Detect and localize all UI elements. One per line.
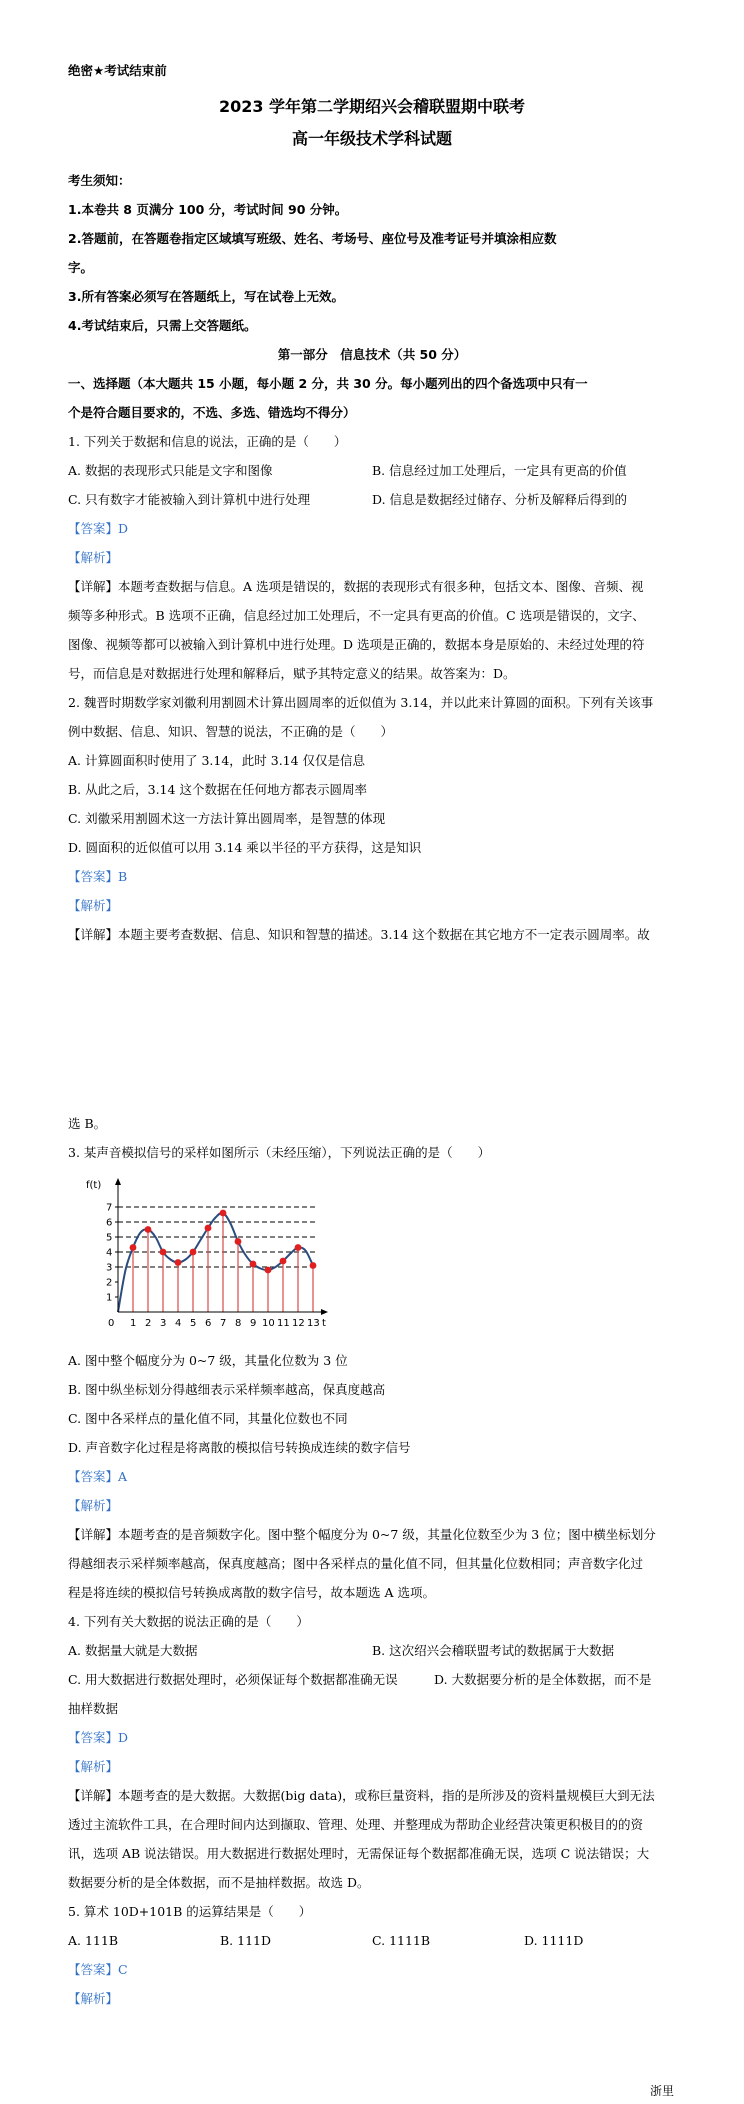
q2-analysis: 【解析】: [68, 898, 119, 913]
notice-item-4: 4.考试结束后，只需上交答题纸。: [68, 318, 257, 333]
q1-option-b: B. 信息经过加工处理后，一定具有更高的价值: [372, 463, 627, 478]
q2-detail-1: 【详解】本题主要考查数据、信息、知识和智慧的描述。3.14 这个数据在其它地方不一定表示圆周率。故: [68, 927, 650, 942]
q2-stem-cont: 例中数据、信息、知识、智慧的说法，不正确的是（ ）: [68, 724, 394, 739]
secret-label: 绝密★考试结束前: [68, 63, 167, 78]
q3-option-a: A. 图中整个幅度分为 0~7 级，其量化位数为 3 位: [68, 1353, 348, 1368]
q4-stem: 4. 下列有关大数据的说法正确的是（ ）: [68, 1614, 309, 1629]
q5-answer: 【答案】C: [68, 1962, 128, 1977]
q2-option-d: D. 圆面积的近似值可以用 3.14 乘以半径的平方获得，这是知识: [68, 840, 422, 855]
q2-option-a: A. 计算圆面积时使用了 3.14，此时 3.14 仅仅是信息: [68, 753, 366, 768]
x-tick-label-4: 4: [175, 1318, 182, 1329]
q2-detail-2: 选 B。: [68, 1116, 107, 1131]
x-tick-label-9: 9: [250, 1318, 257, 1329]
q5-analysis: 【解析】: [68, 1991, 119, 2006]
sample-point-3: [160, 1249, 167, 1256]
q3-stem: 3. 某声音模拟信号的采样如图所示（未经压缩），下列说法正确的是（ ）: [68, 1145, 491, 1160]
section-title-cont: 个是符合题目要求的，不选、多选、错选均不得分）: [68, 405, 356, 420]
q1-option-c: C. 只有数字才能被输入到计算机中进行处理: [68, 492, 311, 507]
q3-option-c: C. 图中各采样点的量化值不同，其量化位数也不同: [68, 1411, 348, 1426]
x-tick-label-6: 6: [205, 1318, 212, 1329]
q5-option-d: D. 1111D: [524, 1933, 584, 1948]
exam-subtitle: 高一年级技术学科试题: [291, 129, 452, 148]
y-axis-label: f(t): [86, 1180, 102, 1191]
x-tick-label-3: 3: [160, 1318, 167, 1329]
exam-title: 2023 学年第二学期绍兴会稽联盟期中联考: [218, 97, 526, 116]
q2-option-c: C. 刘徽采用割圆术这一方法计算出圆周率，是智慧的体现: [68, 811, 386, 826]
q3-detail-2: 得越细表示采样频率越高，保真度越高；图中各采样点的量化值不同，但其量化位数相同；声音数字化过: [68, 1556, 644, 1571]
x-tick-label-8: 8: [235, 1318, 242, 1329]
q3-answer: 【答案】A: [68, 1469, 128, 1484]
x-axis-arrow-icon: [321, 1309, 328, 1315]
sample-point-10: [265, 1267, 272, 1274]
x-axis-label: t: [322, 1318, 326, 1329]
q3-option-d: D. 声音数字化过程是将离散的模拟信号转换成连续的数字信号: [68, 1440, 411, 1455]
x-tick-label-5: 5: [190, 1318, 197, 1329]
q1-answer: 【答案】D: [68, 521, 129, 536]
sample-point-12: [295, 1244, 302, 1251]
sample-point-13: [310, 1262, 317, 1269]
x-tick-label-1: 1: [130, 1318, 137, 1329]
x-tick-label-7: 7: [220, 1318, 227, 1329]
x-tick-label-10: 10: [262, 1318, 275, 1329]
q3-analysis: 【解析】: [68, 1498, 119, 1513]
q1-analysis: 【解析】: [68, 550, 119, 565]
sample-point-4: [175, 1259, 182, 1266]
footer-corner-text: 浙里: [650, 2084, 675, 2098]
q1-option-d: D. 信息是数据经过储存、分析及解释后得到的: [372, 492, 628, 507]
x-tick-label-2: 2: [145, 1318, 152, 1329]
q1-detail-3: 图像、视频等都可以被输入到计算机中进行处理。D 选项是正确的，数据本身是原始的、未经过处理的符: [68, 637, 645, 652]
q1-detail-1: 【详解】本题考查数据与信息。A 选项是错误的，数据的表现形式有很多种，包括文本、图像、音频、视: [68, 579, 644, 594]
q4-option-c: C. 用大数据进行数据处理时，必须保证每个数据都准确无误: [68, 1672, 398, 1687]
q2-option-b: B. 从此之后，3.14 这个数据在任何地方都表示圆周率: [68, 782, 367, 797]
y-tick-label-5: 5: [106, 1232, 113, 1244]
x-tick-label-13: 13: [307, 1318, 320, 1329]
q2-stem: 2. 魏晋时期数学家刘徽利用割圆术计算出圆周率的近似值为 3.14，并以此来计算圆的面积。下列有关该事: [68, 695, 654, 710]
q4-analysis: 【解析】: [68, 1759, 119, 1774]
y-tick-label-4: 4: [106, 1247, 113, 1259]
q4-detail-2: 透过主流软件工具，在合理时间内达到撷取、管理、处理、并整理成为帮助企业经营决策更积极目的的资: [68, 1817, 644, 1832]
origin-label: 0: [108, 1318, 115, 1329]
q1-detail-2: 频等多种形式。B 选项不正确，信息经过加工处理后，不一定具有更高的价值。C 选项是错误的，文字、: [68, 608, 645, 623]
y-tick-label-3: 3: [106, 1262, 113, 1274]
sample-point-2: [145, 1226, 152, 1233]
q3-detail-1: 【详解】本题考查的是音频数字化。图中整个幅度分为 0~7 级，其量化位数至少为 3 位；图中横坐标划分: [68, 1527, 656, 1542]
y-axis-arrow-icon: [115, 1178, 121, 1185]
q5-option-c: C. 1111B: [372, 1933, 431, 1948]
x-tick-label-12: 12: [292, 1318, 305, 1329]
q4-option-a: A. 数据量大就是大数据: [68, 1643, 198, 1658]
q4-detail-4: 数据要分析的是全体数据，而不是抽样数据。故选 D。: [68, 1875, 370, 1890]
q5-stem: 5. 算术 10D+101B 的运算结果是（ ）: [68, 1904, 312, 1919]
notice-heading: 考生须知：: [68, 173, 131, 188]
q4-detail-1: 【详解】本题考查的是大数据。大数据(big data)，或称巨量资料，指的是所涉及的资料量规模巨大到无法: [68, 1788, 655, 1803]
q1-option-a: A. 数据的表现形式只能是文字和图像: [68, 463, 273, 478]
q1-detail-4: 号，而信息是对数据进行处理和解释后，赋予其特定意义的结果。故答案为：D。: [68, 666, 516, 681]
sampling-chart: [78, 1170, 338, 1330]
y-tick-label-2: 2: [106, 1277, 113, 1289]
q1-stem: 1. 下列关于数据和信息的说法，正确的是（ ）: [68, 434, 347, 449]
q5-option-b: B. 111D: [220, 1933, 272, 1948]
sample-point-6: [205, 1225, 212, 1232]
sample-point-1: [130, 1244, 137, 1251]
section-title: 一、选择题（本大题共 15 小题，每小题 2 分，共 30 分。每小题列出的四个备选项中只有一: [68, 376, 588, 391]
notice-item-1: 1.本卷共 8 页满分 100 分，考试时间 90 分钟。: [68, 202, 348, 217]
sample-point-7: [220, 1210, 227, 1217]
q4-option-d: D. 大数据要分析的是全体数据，而不是: [434, 1672, 652, 1687]
q3-detail-3: 程是将连续的模拟信号转换成离散的数字信号，故本题选 A 选项。: [68, 1585, 435, 1600]
q4-detail-3: 讯，选项 AB 说法错误。用大数据进行数据处理时，无需保证每个数据都准确无误，选项 C 说法错误；大: [68, 1846, 650, 1861]
notice-item-2-cont: 字。: [68, 260, 94, 275]
y-tick-label-1: 1: [106, 1292, 113, 1304]
sample-point-8: [235, 1238, 242, 1245]
notice-item-2: 2.答题前，在答题卷指定区域填写班级、姓名、考场号、座位号及准考证号并填涂相应数: [68, 231, 557, 246]
part-title: 第一部分 信息技术（共 50 分）: [277, 347, 467, 362]
notice-item-3: 3.所有答案必须写在答题纸上，写在试卷上无效。: [68, 289, 344, 304]
q2-answer: 【答案】B: [68, 869, 128, 884]
sample-point-11: [280, 1258, 287, 1265]
sample-point-5: [190, 1249, 197, 1256]
y-tick-label-7: 7: [106, 1202, 113, 1214]
x-tick-label-11: 11: [277, 1318, 290, 1329]
q4-answer: 【答案】D: [68, 1730, 129, 1745]
q4-option-b: B. 这次绍兴会稽联盟考试的数据属于大数据: [372, 1643, 615, 1658]
y-tick-label-6: 6: [106, 1217, 113, 1229]
q5-option-a: A. 111B: [68, 1933, 119, 1948]
q3-option-b: B. 图中纵坐标划分得越细表示采样频率越高，保真度越高: [68, 1382, 386, 1397]
q4-option-d-cont: 抽样数据: [68, 1701, 119, 1716]
sample-point-9: [250, 1261, 257, 1268]
